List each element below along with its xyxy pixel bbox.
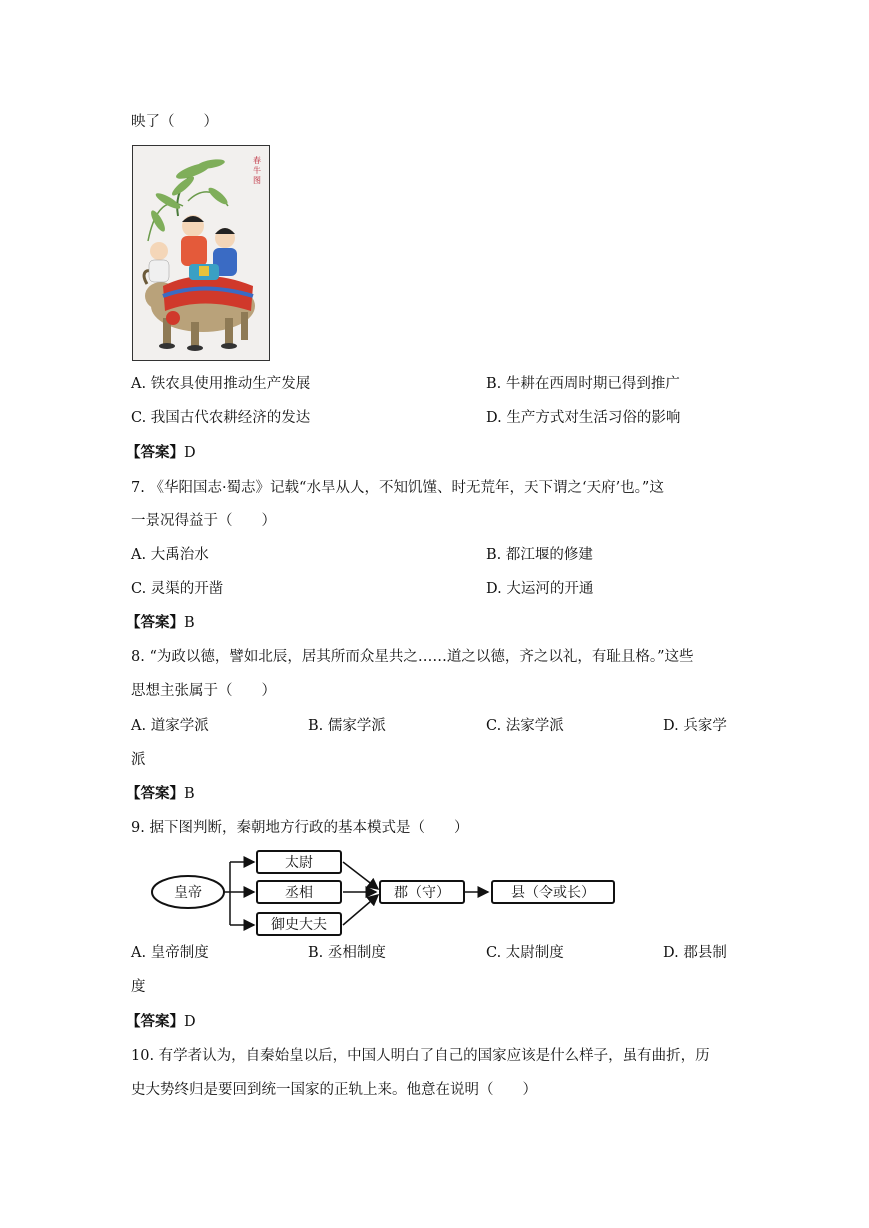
q6-answer: 【答案】D xyxy=(126,444,196,461)
q6-option-c: C. 我国古代农耕经济的发达 xyxy=(131,410,311,426)
q9-answer: 【答案】D xyxy=(126,1013,196,1030)
q6-option-d: D. 生产方式对生活习俗的影响 xyxy=(486,410,681,426)
q9-option-b: B. 丞相制度 xyxy=(308,945,386,961)
illustration-title: 春牛图 xyxy=(253,156,261,185)
q7-option-c: C. 灵渠的开凿 xyxy=(131,581,224,597)
q9-stem: 9. 据下图判断，秦朝地方行政的基本模式是（ ） xyxy=(131,820,469,836)
q8-option-wrap: 派 xyxy=(131,752,146,768)
q6-option-a: A. 铁农具使用推动生产发展 xyxy=(131,376,311,392)
q6-option-b: B. 牛耕在西周时期已得到推广 xyxy=(486,376,680,392)
q8-stem-line2: 思想主张属于（ ） xyxy=(131,683,276,699)
q7-stem-line1: 7. 《华阳国志·蜀志》记载“水旱从人，不知饥馑、时无荒年，天下谓之‘天府’也。”这 xyxy=(131,480,664,496)
chengxiang-box: 丞相 xyxy=(256,880,342,904)
yushi-box: 御史大夫 xyxy=(256,912,342,936)
q10-stem-line1: 10. 有学者认为，自秦始皇以后，中国人明白了自己的国家应该是什么样子，虽有曲折，历 xyxy=(131,1048,710,1064)
xian-box: 县（令或长） xyxy=(491,880,615,904)
q10-stem-line2: 史大势终归是要回到统一国家的正轨上来。他意在说明（ ） xyxy=(131,1082,537,1098)
q7-option-a: A. 大禹治水 xyxy=(131,547,209,563)
q7-option-d: D. 大运河的开通 xyxy=(486,581,594,597)
taiwei-box: 太尉 xyxy=(256,850,342,874)
emperor-node: 皇帝 xyxy=(174,885,202,901)
q7-answer: 【答案】B xyxy=(126,614,195,631)
q8-option-b: B. 儒家学派 xyxy=(308,718,386,734)
q9-option-a: A. 皇帝制度 xyxy=(131,945,209,961)
q9-option-wrap: 度 xyxy=(131,979,146,995)
q8-answer: 【答案】B xyxy=(126,785,195,802)
spring-ox-picture xyxy=(133,146,269,360)
q7-option-b: B. 都江堰的修建 xyxy=(486,547,593,563)
qin-administration-diagram xyxy=(150,846,620,938)
q9-option-d: D. 郡县制 xyxy=(663,945,727,961)
spring-ox-illustration xyxy=(132,145,270,361)
q8-option-d: D. 兵家学 xyxy=(663,718,727,734)
q7-stem-line2: 一景况得益于（ ） xyxy=(131,513,276,529)
q6-stem-tail: 映了（ ） xyxy=(131,114,218,130)
q9-option-c: C. 太尉制度 xyxy=(486,945,564,961)
q8-stem-line1: 8. “为政以德，譬如北辰，居其所而众星共之……道之以德，齐之以礼，有耻且格。”这些 xyxy=(131,649,694,665)
q8-option-c: C. 法家学派 xyxy=(486,718,564,734)
q8-option-a: A. 道家学派 xyxy=(131,718,209,734)
jun-box: 郡（守） xyxy=(379,880,465,904)
